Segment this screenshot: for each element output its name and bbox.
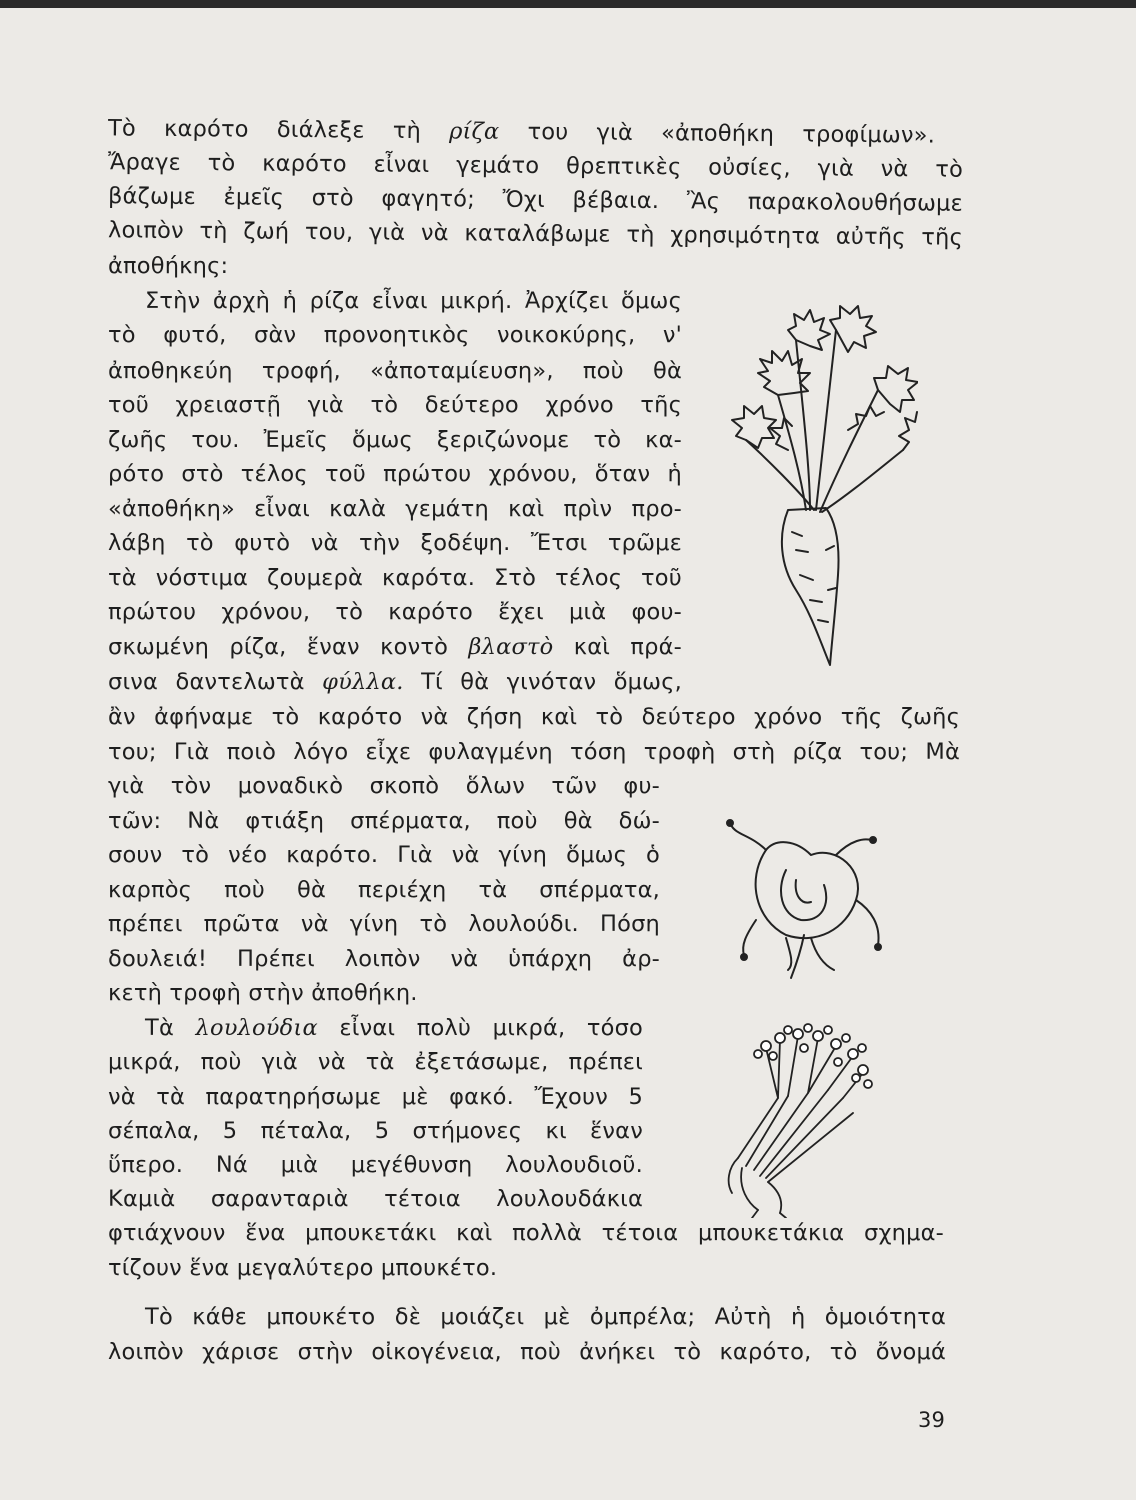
p1-line3: βάζωμε ἐμεῖς στὸ φαγητό; Ὄχι βέβαια. Ἂς παρακολουθήσωμε (107, 183, 964, 217)
p3-line2: μικρά, ποὺ γιὰ νὰ τὰ ἐξετάσωμε, πρέπει (108, 1049, 643, 1075)
p1-line2: Ἄραγε τὸ καρότο εἶναι γεμάτο θρεπτικὲς οὐσίες, γιὰ νὰ τὸ (107, 149, 964, 183)
p2-line6: ρότο στὸ τέλος τοῦ πρώτου χρόνου, ὅταν ἡ (108, 461, 682, 487)
p2-line13: ἂν ἀφήναμε τὸ καρότο νὰ ζήση καὶ τὸ δεύτερο χρόνο τῆς ζωῆς (108, 704, 960, 730)
p2-line1: Στὴν ἀρχὴ ἡ ρίζα εἶναι μικρή. Ἀρχίζει ὅμως (145, 288, 682, 314)
page-number: 39 (918, 1408, 946, 1432)
p2-line14: του; Γιὰ ποιὸ λόγο εἶχε φυλαγμένη τόση τροφὴ στὴ ρίζα του; Μὰ (108, 739, 960, 765)
p2-line21: κετὴ τροφὴ στὴν ἀποθήκη. (108, 980, 418, 1006)
p1-line4: λοιπὸν τὴ ζωή του, γιὰ νὰ καταλάβωμε τὴ χρησιμότητα αὐτῆς τῆς (107, 217, 964, 251)
flower-magnification-illustration (716, 810, 896, 985)
p2-line4: τοῦ χρειαστῇ γιὰ τὸ δεύτερο χρόνο τῆς (108, 392, 682, 418)
p2-line8: λάβη τὸ φυτὸ νὰ τὴν ξοδέψη. Ἔτσι τρῶμε (108, 530, 682, 556)
p3-line4: σέπαλα, 5 πέταλα, 5 στήμονες κι ἕναν (108, 1118, 643, 1144)
p3-line3: νὰ τὰ παρατηρήσωμε μὲ φακό. Ἔχουν 5 (108, 1084, 643, 1110)
p2-line10: πρώτου χρόνου, τὸ καρότο ἔχει μιὰ φου- (108, 599, 682, 625)
p3-line1: Τὰ λουλούδια εἶναι πολὺ μικρά, τόσο (145, 1015, 644, 1041)
p2-line17: σουν τὸ νέο καρότο. Γιὰ νὰ γίνη ὅμως ὁ (108, 842, 660, 868)
p2-line5: ζωῆς του. Ἐμεῖς ὅμως ξεριζώνομε τὸ κα- (108, 427, 682, 453)
p2-line11: σκωμένη ρίζα, ἕναν κοντὸ βλαστὸ καὶ πρά- (108, 634, 682, 660)
p2-line3: ἀποθηκεύη τροφή, «ἀποταμίευση», ποὺ θὰ (108, 358, 682, 384)
umbel-bouquet-illustration (718, 1018, 878, 1218)
p2-line15: γιὰ τὸν μοναδικὸ σκοπὸ ὅλων τῶν φυ- (108, 773, 660, 799)
p2-line9: τὰ νόστιμα ζουμερὰ καρότα. Στὸ τέλος τοῦ (108, 565, 682, 591)
p2-line18: καρπὸς ποὺ θὰ περιέχη τὰ σπέρματα, (108, 877, 660, 903)
p2-line2: τὸ φυτό, σὰν προνοητικὸς νοικοκύρης, ν' (108, 322, 682, 348)
carrot-plant-illustration (718, 300, 918, 675)
p4-line1: Τὸ κάθε μπουκέτο δὲ μοιάζει μὲ ὀμπρέλα; Αὐτὴ ἡ ὁμοιότητα (145, 1304, 946, 1330)
p3-line6: Καμιὰ σαρανταριὰ τέτοια λουλουδάκια (108, 1186, 643, 1212)
p1-line5: ἀποθήκης: (108, 253, 229, 279)
p3-line5: ὕπερο. Νά μιὰ μεγέθυνση λουλουδιοῦ. (108, 1152, 643, 1178)
p2-line7: «ἀποθήκη» εἶναι καλὰ γεμάτη καὶ πρὶν προ- (108, 496, 682, 522)
p2-line19: πρέπει πρῶτα νὰ γίνη τὸ λουλούδι. Πόση (108, 911, 660, 937)
p2-line20: δουλειά! Πρέπει λοιπὸν νὰ ὑπάρχη ἀρ- (108, 946, 660, 972)
p3-line7: φτιάχνουν ἕνα μπουκετάκι καὶ πολλὰ τέτοια μπουκετάκια σχημα- (108, 1220, 944, 1246)
p4-line2: λοιπὸν χάρισε στὴν οἰκογένεια, ποὺ ἀνήκει τὸ καρότο, τὸ ὄνομά (108, 1339, 946, 1365)
p2-line12: σινα δαντελωτὰ φύλλα. Τί θὰ γινόταν ὅμως, (108, 669, 682, 695)
p3-line8: τίζουν ἕνα μεγαλύτερο μπουκέτο. (108, 1255, 498, 1281)
p2-line16: τῶν: Νὰ φτιάξη σπέρματα, ποὺ θὰ δώ- (108, 808, 660, 834)
p1-line1: Τὸ καρότο διάλεξε τὴ ρίζα του γιὰ «ἀποθήκη τροφίμων». (107, 115, 936, 149)
